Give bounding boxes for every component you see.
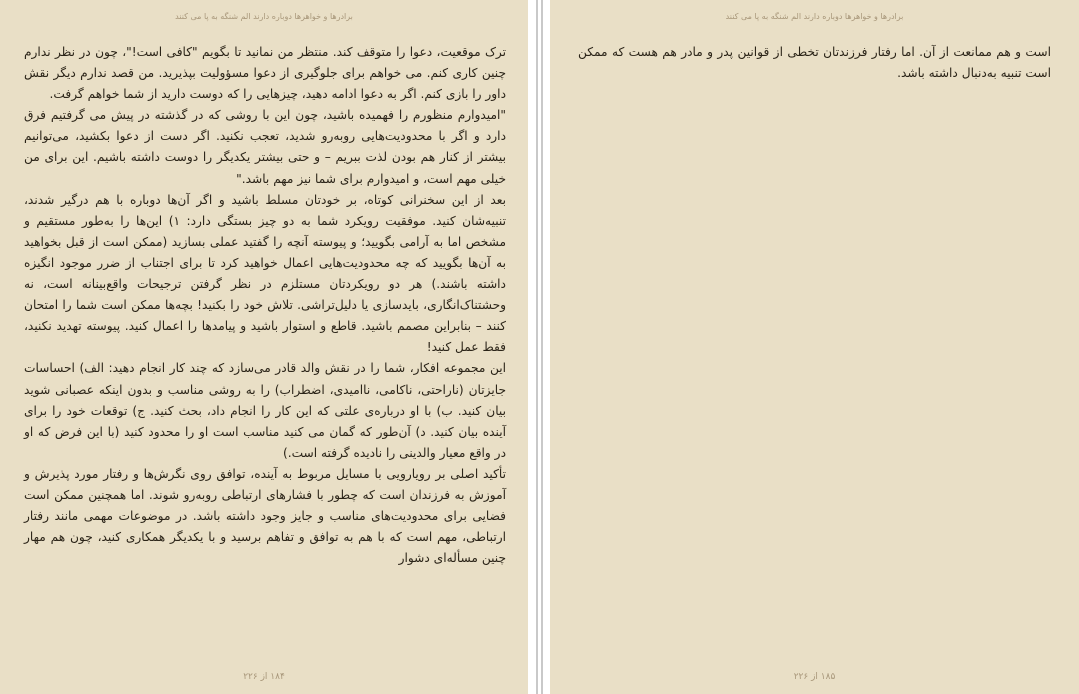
paragraph: این مجموعه افکار، شما را در نقش والد قادر می‌سازد که چند کار انجام دهید: الف) احساسات جایزتان (ناراحتی، ناکامی، ناامیدی، اضطراب) را به روشی مناسب و بدون اینکه عصبانی شوید بیان کنید. ب) با او درباره‌ی علتی که این کار را انجام داد، بحث کنید. ج) توقعات خود را برای آینده بیان کنید. د) آن‌طور که گمان می کنید مناسب است او را محدود کنید (با این فرض که او در واقع معیار والدینی را نادیده گرفته است.) <box>24 361 506 460</box>
paragraph: است و هم ممانعت از آن. اما رفتار فرزندتان تخطی از قوانین پدر و مادر هم هست که ممکن است تنبیه به‌دنبال داشته باشد. <box>578 45 1051 81</box>
paragraph: ترک موقعیت، دعوا را متوقف کند. منتظر من نمانید تا بگویم "کافی است!"، چون در نظر ندارم چنین کاری کنم. می خواهم برای جلوگیری از دعوا مسؤولیت بپذیرید. من قصد ندارم دیگر نقش داور را بازی کنم. اگر به دعوا ادامه دهید، چیزهایی را که دوست دارید از شما خواهم گرفت. <box>24 45 506 102</box>
page-number: ۱۸۵ از ۲۲۶ <box>793 672 836 682</box>
paragraph: تأکید اصلی بر رویارویی با مسایل مربوط به آینده، توافق روی نگرش‌ها و رفتار مورد پذیرش و آموزش به فرزندان است که چطور با فشارهای ارتباطی روبه‌رو شوند. اما همچنین ممکن است فضایی برای محدودیت‌های مناسب و جایز وجود داشته باشد. در موضوعات مهمی مانند رفتار ارتباطی، مهم است که با هم به توافق و تفاهم برسید و با یکدیگر همکاری کنید، چون هم مهار چنین مسأله‌ای دشوار <box>24 466 506 566</box>
left-page[interactable] <box>0 0 528 694</box>
page-divider <box>541 0 543 694</box>
page-body <box>578 42 1051 84</box>
page-body <box>24 42 506 569</box>
right-page[interactable] <box>550 0 1079 694</box>
page-number: ۱۸۴ از ۲۲۶ <box>243 672 285 682</box>
page-divider <box>536 0 538 694</box>
paragraph: بعد از این سخنرانی کوتاه، بر خودتان مسلط باشید و اگر آن‌ها دوباره با هم درگیر شدند، تنبیه‌شان کنید. موفقیت رویکرد شما به دو چیز بستگی دارد: ۱) این‌ها را به‌طور مستقیم و مشخص اما به آرامی بگویید؛ و پیوسته آنچه را گفتید عملی بسازید (ممکن است از قبل بخواهید به آن‌ها بگویید که چه محدودیت‌هایی اعمال خواهید کرد تا برای اجتناب از ضرر موجود انگیزه داشته باشند.) هر دو رویکردتان مستلزم در نظر گرفتن ترجیحات واقع‌بینانه است، نه وحشتناک‌انگاری، بایدسازی یا دلیل‌تراشی. تلاش خود را بکنید! بچه‌ها ممکن است شما را امتحان کنند – بنابراین مصمم باشید. قاطع و استوار باشید و پیامدها را اعمال کنید. پیوسته تهدید نکنید، فقط عمل کنید! <box>24 192 507 355</box>
running-header: برادرها و خواهرها دوباره دارند الم شنگه به پا می کنند <box>725 12 904 21</box>
paragraph: "امیدوارم منظورم را فهمیده باشید، چون این با روشی که در گذشته در پیش می گرفتیم فرق دارد و اگر با محدودیت‌هایی روبه‌رو شدید، تعجب نکنید. اگر دست از دعوا بکشید، می‌توانیم بیشتر از کنار هم بودن لذت ببریم – و حتی بیشتر یکدیگر را دوست داشته باشیم. این برای من خیلی مهم است، و امیدوارم برای شما نیز مهم باشد." <box>24 108 506 186</box>
running-header: برادرها و خواهرها دوباره دارند الم شنگه به پا می کنند <box>175 12 353 21</box>
